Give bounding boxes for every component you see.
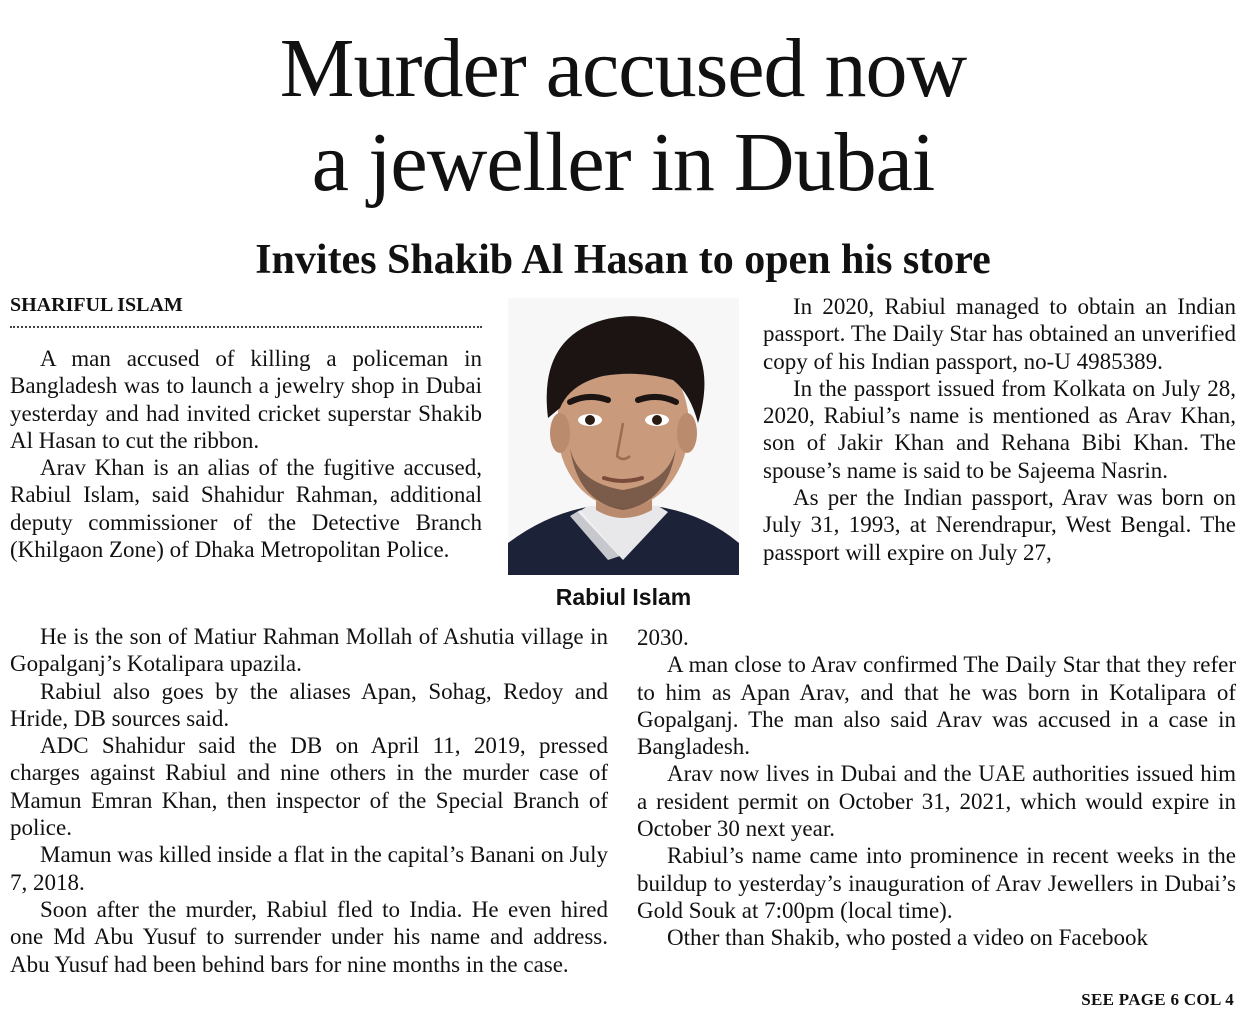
article-column-right-top	[763, 293, 1236, 566]
paragraph: Rabiul’s name came into prominence in recent weeks in the buildup to yesterday’s inauguration of Arav Jewellers in Dubai’s Gold Souk at 7:00pm (local time).	[637, 843, 1236, 923]
paragraph: Other than Shakib, who posted a video on Facebook	[667, 925, 1148, 951]
byline: SHARIFUL ISLAM	[10, 294, 183, 316]
article-column-right-bottom	[637, 624, 1236, 952]
paragraph-continuation: 2030.	[637, 625, 689, 650]
subheadline: Invites Shakib Al Hasan to open his store	[255, 237, 991, 283]
paragraph: In 2020, Rabiul managed to obtain an Indian passport. The Daily Star has obtained an unverified copy of his Indian passport, no-U 4985389.	[763, 294, 1236, 374]
article-column-left-bottom	[10, 623, 608, 978]
paragraph: He is the son of Matiur Rahman Mollah of Ashutia village in Gopalganj’s Kotalipara upazila.	[10, 624, 608, 677]
paragraph: As per the Indian passport, Arav was born on July 31, 1993, at Nerendrapur, West Bengal. The passport will expire on July 27,	[763, 485, 1236, 565]
paragraph: A man accused of killing a policeman in Bangladesh was to launch a jewelry shop in Dubai yesterday and had invited cricket superstar Shakib Al Hasan to cut the ribbon.	[10, 346, 482, 453]
paragraph: Arav Khan is an alias of the fugitive accused, Rabiul Islam, said Shahidur Rahman, additional deputy commissioner of the Detective Branch (Khilgaon Zone) of Dhaka Metropolitan Police.	[10, 455, 482, 563]
portrait-illustration	[508, 298, 739, 575]
paragraph: A man close to Arav confirmed The Daily Star that they refer to him as Apan Arav, and that he was born in Kotalipara of Gopalganj. The man also said Arav was accused in a case in Bangladesh.	[637, 652, 1236, 760]
photo-caption: Rabiul Islam	[555, 584, 692, 610]
headline-line-1: Murder accused now	[279, 22, 967, 115]
paragraph: Mamun was killed inside a flat in the capital’s Banani on July 7, 2018.	[10, 842, 608, 895]
headline	[0, 22, 1246, 210]
paragraph: ADC Shahidur said the DB on April 11, 2019, pressed charges against Rabiul and nine others in the murder case of Mamun Emran Khan, then inspector of the Special Branch of police.	[10, 733, 608, 841]
jump-line: SEE PAGE 6 COL 4	[1081, 990, 1234, 1009]
byline-divider	[10, 326, 482, 328]
paragraph: Rabiul also goes by the aliases Apan, Sohag, Redoy and Hride, DB sources said.	[10, 678, 608, 731]
paragraph: Arav now lives in Dubai and the UAE authorities issued him a resident permit on October 31, 2021, which would expire in October 30 next year.	[637, 761, 1236, 842]
paragraph: Soon after the murder, Rabiul fled to India. He even hired one Md Abu Yusuf to surrender under his name and address. Abu Yusuf had been behind bars for nine months in the case.	[10, 896, 608, 977]
paragraph: In the passport issued from Kolkata on July 28, 2020, Rabiul’s name is mentioned as Arav Khan, son of Jakir Khan and Rehana Bibi Khan. The spouse’s name is said to be Sajeema Nasrin.	[763, 375, 1236, 483]
headline-line-2: a jeweller in Dubai	[311, 116, 935, 209]
portrait-photo	[508, 298, 739, 575]
article-column-left-top	[10, 345, 482, 563]
